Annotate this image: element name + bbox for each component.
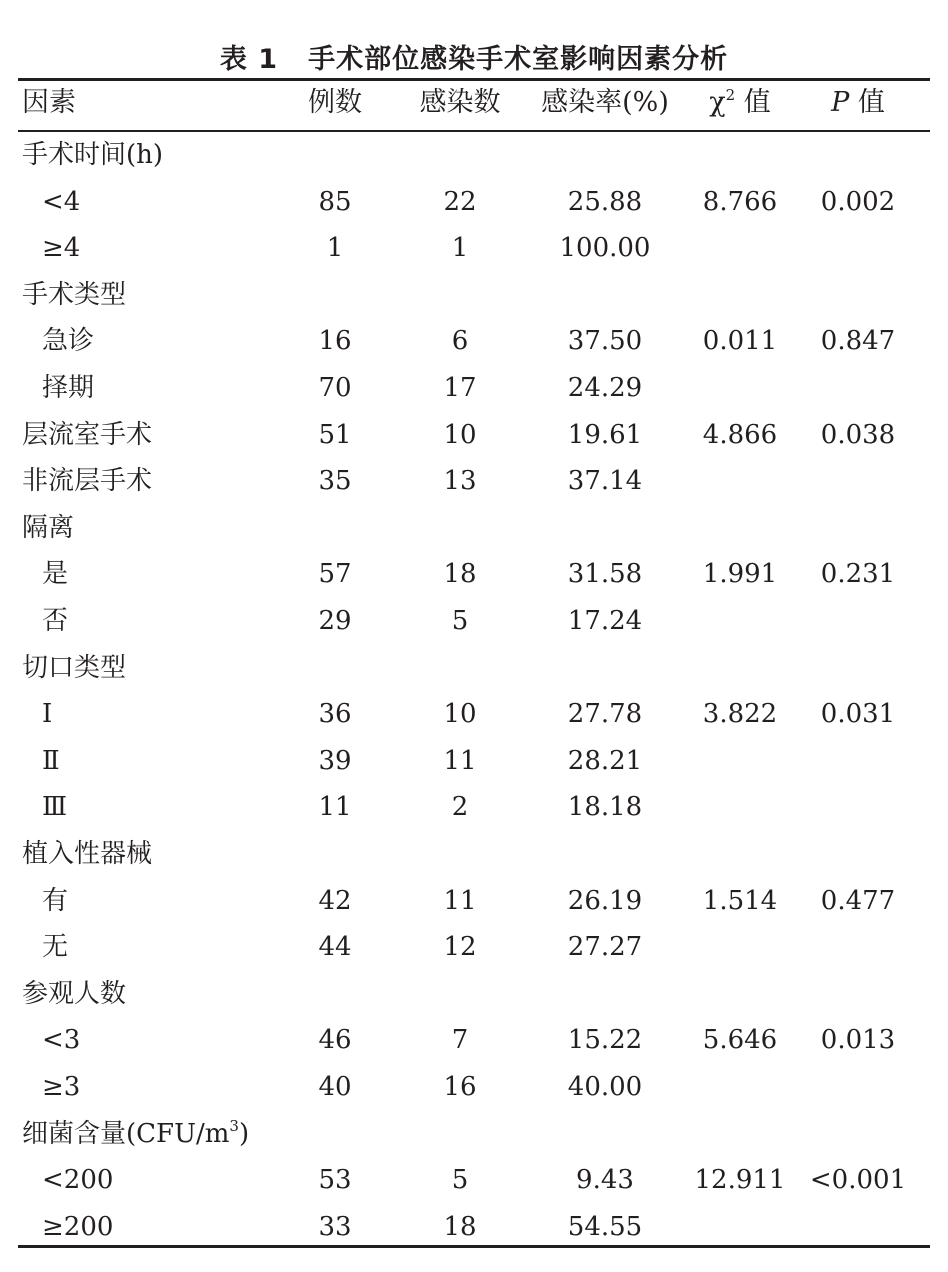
- table-row: [0, 365, 948, 411]
- factor-cell: [42, 179, 80, 225]
- factor-cell: [22, 412, 152, 458]
- bottom-rule: [18, 1245, 930, 1248]
- rate-cell: [530, 645, 680, 691]
- infections-cell: 10: [443, 419, 477, 450]
- factor-label: 参观人数: [22, 978, 127, 1009]
- p-value-cell: 0.031: [820, 699, 896, 730]
- cases-cell: 11: [318, 792, 352, 823]
- p-value-cell: [808, 645, 908, 691]
- header-p-value: [808, 80, 908, 126]
- factor-cell: [42, 1064, 80, 1110]
- p-value-cell: 0.013: [820, 1025, 896, 1056]
- factor-cell: [42, 598, 68, 644]
- table-row: [0, 458, 948, 504]
- infections-cell: 5: [451, 606, 469, 636]
- factor-label: Ⅲ: [42, 792, 68, 823]
- cases-cell: 46: [318, 1025, 352, 1056]
- chi-square-cell: 4.866: [702, 419, 778, 450]
- infections-cell: 18: [443, 1211, 477, 1242]
- p-symbol: P: [831, 87, 850, 118]
- rate-cell: 25.88: [567, 186, 643, 217]
- p-value-cell: [808, 738, 908, 784]
- rate-cell: 31.58: [567, 559, 643, 590]
- chi-square-cell: [690, 225, 790, 271]
- p-value-cell: [808, 458, 908, 504]
- p-value-cell: [808, 1111, 908, 1157]
- table-row: [0, 645, 948, 691]
- table-row: [0, 971, 948, 1017]
- table-number: 表 1: [219, 44, 279, 75]
- p-value-cell: 0.847: [820, 326, 896, 357]
- factor-label: 择期: [42, 373, 95, 403]
- infections-cell: 16: [443, 1072, 477, 1102]
- chi-square-cell: [690, 831, 790, 877]
- header-factor: 因素: [22, 87, 76, 118]
- header-infections: 感染数: [419, 87, 501, 118]
- cases-cell: [285, 132, 385, 178]
- factor-label: ≥3: [42, 1072, 81, 1102]
- cases-cell: 39: [318, 745, 352, 776]
- rate-cell: 18.18: [567, 792, 643, 823]
- rate-cell: [530, 831, 680, 877]
- chi-square-cell: 8.766: [702, 186, 778, 217]
- factor-cell: [42, 691, 52, 737]
- table-title: [0, 40, 948, 80]
- p-value-cell: [808, 831, 908, 877]
- rate-cell: [530, 1111, 680, 1157]
- rate-cell: 24.29: [567, 373, 643, 403]
- table-row: [0, 272, 948, 318]
- factor-label: 手术类型: [22, 279, 127, 310]
- infections-cell: [405, 272, 515, 318]
- factor-cell: [22, 831, 152, 877]
- cases-cell: 16: [318, 326, 352, 357]
- chi-square-cell: [690, 505, 790, 551]
- chi-square-cell: [690, 645, 790, 691]
- header-chi-square: [690, 80, 790, 126]
- table-row: [0, 1157, 948, 1203]
- factor-label: 隔离: [22, 512, 75, 543]
- cases-cell: [285, 831, 385, 877]
- chi-square-cell: 12.911: [694, 1165, 786, 1196]
- factor-cell: [42, 1017, 80, 1063]
- factor-cell: [42, 738, 60, 784]
- cases-cell: [285, 272, 385, 318]
- p-value-cell: 0.477: [820, 885, 896, 916]
- p-value-cell: [808, 365, 908, 411]
- cases-cell: [285, 505, 385, 551]
- rate-cell: 9.43: [576, 1165, 634, 1196]
- infections-cell: 13: [443, 466, 477, 497]
- cases-cell: [285, 645, 385, 691]
- factor-label: ≥200: [42, 1211, 114, 1242]
- header-rate: 感染率(%): [541, 87, 669, 118]
- infections-cell: 1: [451, 233, 469, 264]
- infections-cell: 11: [443, 745, 477, 776]
- cases-cell: 70: [318, 373, 352, 403]
- factor-cell: [42, 878, 68, 924]
- factor-cell: [22, 971, 126, 1017]
- p-value-cell: [808, 1064, 908, 1110]
- rate-cell: [530, 132, 680, 178]
- infections-cell: 17: [443, 373, 477, 403]
- chi-square-cell: [690, 1111, 790, 1157]
- rate-cell: 37.50: [567, 326, 643, 357]
- cases-cell: 29: [318, 606, 352, 636]
- cases-cell: 85: [318, 186, 352, 217]
- table-row: [0, 412, 948, 458]
- factor-label: 急诊: [42, 326, 95, 357]
- cases-cell: 51: [318, 419, 352, 450]
- rate-cell: 37.14: [567, 466, 643, 497]
- chi-square-cell: 0.011: [702, 326, 778, 357]
- cases-cell: 42: [318, 885, 352, 916]
- rate-cell: 40.00: [567, 1072, 643, 1102]
- table-row: [0, 598, 948, 644]
- chi-square-cell: 5.646: [702, 1025, 778, 1056]
- rate-cell: 15.22: [567, 1025, 643, 1056]
- rate-cell: [530, 505, 680, 551]
- p-value-cell: [808, 225, 908, 271]
- infections-cell: [405, 971, 515, 1017]
- factor-label: ≥4: [42, 233, 81, 264]
- table-row: [0, 179, 948, 225]
- chi-square-cell: 1.514: [702, 885, 778, 916]
- p-value-cell: <0.001: [809, 1165, 907, 1196]
- factor-cell: [42, 1204, 113, 1250]
- p-value-cell: [808, 1204, 908, 1250]
- table-row: [0, 691, 948, 737]
- table-row: [0, 1111, 948, 1157]
- factor-superscript: 3: [229, 1116, 239, 1135]
- infections-cell: [405, 1111, 515, 1157]
- rate-cell: 100.00: [559, 233, 651, 264]
- rate-cell: [530, 971, 680, 1017]
- cases-cell: [285, 1111, 385, 1157]
- p-value-cell: [808, 132, 908, 178]
- infections-cell: 5: [451, 1165, 469, 1196]
- table-title-text: 手术部位感染手术室影响因素分析: [308, 44, 729, 75]
- rate-cell: 54.55: [567, 1211, 643, 1242]
- table-row: [0, 1204, 948, 1250]
- infections-cell: 18: [443, 559, 477, 590]
- chi-square-cell: [690, 1204, 790, 1250]
- factor-cell: [22, 1111, 249, 1157]
- infections-cell: 6: [451, 326, 469, 357]
- table-row: [0, 738, 948, 784]
- factor-label: Ⅱ: [42, 745, 60, 776]
- table-row: [0, 1017, 948, 1063]
- rate-cell: [530, 272, 680, 318]
- cases-cell: 53: [318, 1165, 352, 1196]
- factor-cell: [42, 365, 94, 411]
- cases-cell: 40: [318, 1072, 352, 1102]
- table-row: [0, 831, 948, 877]
- factor-label: 细菌含量(CFU/m: [22, 1118, 230, 1149]
- infections-cell: 12: [443, 932, 477, 963]
- table-header-row: [0, 80, 948, 126]
- table-row: [0, 505, 948, 551]
- infections-cell: [405, 645, 515, 691]
- chi-superscript: 2: [725, 86, 736, 104]
- cases-cell: 57: [318, 559, 352, 590]
- header-cases: 例数: [308, 87, 362, 118]
- factor-label: 无: [42, 932, 69, 963]
- table-row: [0, 318, 948, 364]
- table-row: [0, 1064, 948, 1110]
- factor-label: 非流层手术: [22, 466, 153, 497]
- rate-cell: 26.19: [567, 885, 643, 916]
- p-value-cell: [808, 505, 908, 551]
- factor-label: <3: [42, 1025, 81, 1056]
- factor-label: Ⅰ: [42, 699, 53, 730]
- factor-label: 有: [42, 885, 69, 916]
- chi-square-cell: [690, 738, 790, 784]
- factor-label: 手术时间(h): [22, 140, 164, 170]
- table-row: [0, 551, 948, 597]
- chi-symbol: χ: [709, 87, 726, 118]
- factor-cell: [42, 551, 68, 597]
- chi-square-cell: 3.822: [702, 699, 778, 730]
- p-value-cell: 0.038: [820, 419, 896, 450]
- chi-square-cell: [690, 132, 790, 178]
- factor-label: 是: [42, 559, 69, 590]
- p-value-cell: [808, 598, 908, 644]
- factor-label: <4: [42, 186, 81, 217]
- chi-square-cell: [690, 784, 790, 830]
- factor-cell: [42, 318, 94, 364]
- factor-label: <200: [42, 1165, 114, 1196]
- factor-label: 否: [42, 606, 69, 636]
- chi-square-cell: [690, 1064, 790, 1110]
- chi-square-cell: [690, 365, 790, 411]
- infections-cell: [405, 831, 515, 877]
- chi-square-cell: [690, 598, 790, 644]
- infections-cell: 10: [443, 699, 477, 730]
- p-value-cell: [808, 971, 908, 1017]
- p-value-cell: [808, 272, 908, 318]
- factor-cell: [22, 132, 163, 178]
- cases-cell: 1: [326, 233, 344, 264]
- table-row: [0, 878, 948, 924]
- table-row: [0, 784, 948, 830]
- chi-suffix: 值: [735, 87, 771, 118]
- factor-cell: [22, 272, 126, 318]
- infections-cell: [405, 132, 515, 178]
- factor-label: 切口类型: [22, 652, 127, 683]
- table-row: [0, 132, 948, 178]
- factor-cell: [42, 225, 80, 271]
- infections-cell: 11: [443, 885, 477, 916]
- rate-cell: 28.21: [567, 745, 643, 776]
- cases-cell: 33: [318, 1211, 352, 1242]
- table-row: [0, 924, 948, 970]
- chi-square-cell: [690, 458, 790, 504]
- rate-cell: 27.78: [567, 699, 643, 730]
- infections-cell: 7: [451, 1025, 469, 1056]
- cases-cell: 44: [318, 932, 352, 963]
- cases-cell: 36: [318, 699, 352, 730]
- rate-cell: 19.61: [567, 419, 643, 450]
- factor-cell: [22, 458, 152, 504]
- infections-cell: 22: [443, 186, 477, 217]
- rate-cell: 27.27: [567, 932, 643, 963]
- p-suffix: 值: [849, 87, 885, 118]
- infections-cell: [405, 505, 515, 551]
- factor-label: 层流室手术: [22, 419, 153, 450]
- factor-cell: [22, 645, 126, 691]
- factor-cell: [42, 1157, 113, 1203]
- chi-square-cell: [690, 272, 790, 318]
- rate-cell: 17.24: [567, 606, 643, 636]
- p-value-cell: [808, 784, 908, 830]
- p-value-cell: 0.002: [820, 186, 896, 217]
- factor-cell: [42, 924, 68, 970]
- table-row: [0, 225, 948, 271]
- factor-label: 植入性器械: [22, 839, 153, 869]
- chi-square-cell: [690, 924, 790, 970]
- cases-cell: [285, 971, 385, 1017]
- infections-cell: 2: [451, 792, 469, 823]
- p-value-cell: 0.231: [820, 559, 896, 590]
- cases-cell: 35: [318, 466, 352, 497]
- chi-square-cell: [690, 971, 790, 1017]
- factor-cell: [22, 505, 74, 551]
- factor-suffix: ): [238, 1118, 250, 1149]
- factor-cell: [42, 784, 67, 830]
- chi-square-cell: 1.991: [702, 559, 778, 590]
- p-value-cell: [808, 924, 908, 970]
